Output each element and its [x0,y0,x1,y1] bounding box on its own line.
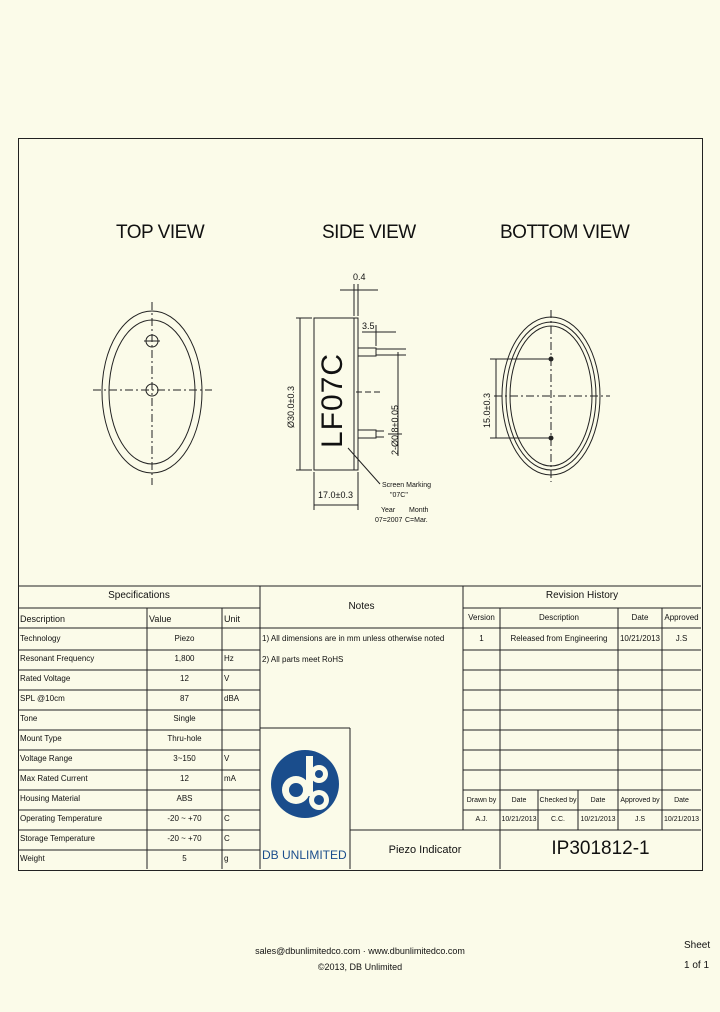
spec-description: Mount Type [20,734,62,743]
spec-value: Single [173,714,196,723]
sign-header-approved-by: Approved by [620,797,660,804]
spec-description: Technology [20,634,61,643]
revision-header-date: Date [631,613,649,622]
db-logo-icon [271,750,339,818]
revision-header-version: Version [468,613,495,622]
revision-title: Revision History [545,590,619,601]
top-view-title: TOP VIEW [116,222,205,243]
spec-value: ABS [176,794,193,803]
top-view-drawing [93,302,212,485]
spec-unit: C [224,834,230,843]
spec-value: 5 [182,854,187,863]
dim-diameter: Ø30.0±0.3 [286,386,296,428]
year-value: 07=2007 [375,517,403,524]
spec-unit: g [224,854,229,863]
sheet-label: Sheet [684,940,711,951]
spec-description: Operating Temperature [20,814,103,823]
sign-checked-by: C.C. [551,816,565,823]
spec-description: SPL @10cm [20,694,65,703]
notes-title: Notes [348,601,375,612]
sign-checked-date: 10/21/2013 [580,816,616,823]
month-value: C=Mar. [405,517,428,524]
revision-date: 10/21/2013 [619,634,661,643]
dim-pin-diameter: 2-Ø0.8±0.05 [390,405,400,455]
month-label: Month [409,507,429,514]
spec-value: 1,800 [174,654,195,663]
spec-value: Piezo [174,634,195,643]
sign-header-checked-by: Checked by [539,797,577,804]
revision-version: 1 [479,634,484,643]
part-number: IP301812-1 [551,838,650,859]
spec-description: Resonant Frequency [20,654,95,663]
spec-description: Tone [20,714,38,723]
spec-unit: V [224,674,230,683]
specs-header-value: Value [149,614,172,624]
spec-unit: mA [224,774,236,783]
spec-unit: C [224,814,230,823]
title-block-grid [18,586,701,869]
footer-copyright: ©2013, DB Unlimited [317,962,403,972]
sign-header-date: Date [511,797,527,804]
part-marking: LF07C [316,352,349,448]
bottom-view-title: BOTTOM VIEW [500,222,630,243]
sign-approved-date: 10/21/2013 [663,816,700,823]
spec-value: 12 [180,774,189,783]
revision-header-approved: Approved [664,613,699,622]
dim-top: 0.4 [353,272,366,282]
sign-header-date: Date [590,797,606,804]
sign-header-drawn-by: Drawn by [466,797,497,804]
side-view-title: SIDE VIEW [322,222,416,243]
dim-pin: 3.5 [362,321,375,331]
bottom-view-drawing [490,310,610,482]
spec-value: 12 [180,674,189,683]
specs-header-unit: Unit [224,614,241,624]
revision-description: Released from Engineering [510,634,608,643]
revision-approved: J.S [675,634,688,643]
screen-marking-label: Screen Marking [382,482,432,489]
sheet-value: 1 of 1 [684,960,710,971]
spec-unit: Hz [224,654,234,663]
spec-unit: dBA [224,694,240,703]
spec-value: Thru-hole [167,734,202,743]
sign-drawn-by: A.J. [475,816,488,823]
dim-height: 17.0±0.3 [318,490,353,500]
sign-header-date: Date [674,797,689,804]
side-view-drawing [296,284,406,510]
spec-description: Max Rated Current [20,774,88,783]
note-item: 1) All dimensions are in mm unless otherwise noted [262,634,445,643]
part-name: Piezo Indicator [388,844,462,856]
spec-description: Rated Voltage [20,674,71,683]
spec-value: -20 ~ +70 [167,834,202,843]
spec-value: 3~150 [173,754,196,763]
specs-header-description: Description [20,614,66,624]
spec-description: Weight [20,854,45,863]
marking-code: "07C" [390,492,408,499]
brand-name: DB UNLIMITED [262,848,347,862]
spec-unit: V [224,754,230,763]
spec-description: Storage Temperature [20,834,96,843]
revision-header-description: Description [538,613,579,622]
spec-description: Housing Material [20,794,81,803]
sign-drawn-date: 10/21/2013 [501,816,537,823]
note-item: 2) All parts meet RoHS [262,655,344,664]
footer-contact: sales@dbunlimitedco.com · www.dbunlimitedco.com [255,946,465,956]
specs-title: Specifications [108,590,170,601]
sign-approved-by: J.S [634,816,646,823]
spec-value: -20 ~ +70 [167,814,202,823]
spec-description: Voltage Range [20,754,73,763]
year-label: Year [381,507,396,514]
dim-pitch: 15.0±0.3 [482,393,492,428]
spec-value: 87 [180,694,189,703]
